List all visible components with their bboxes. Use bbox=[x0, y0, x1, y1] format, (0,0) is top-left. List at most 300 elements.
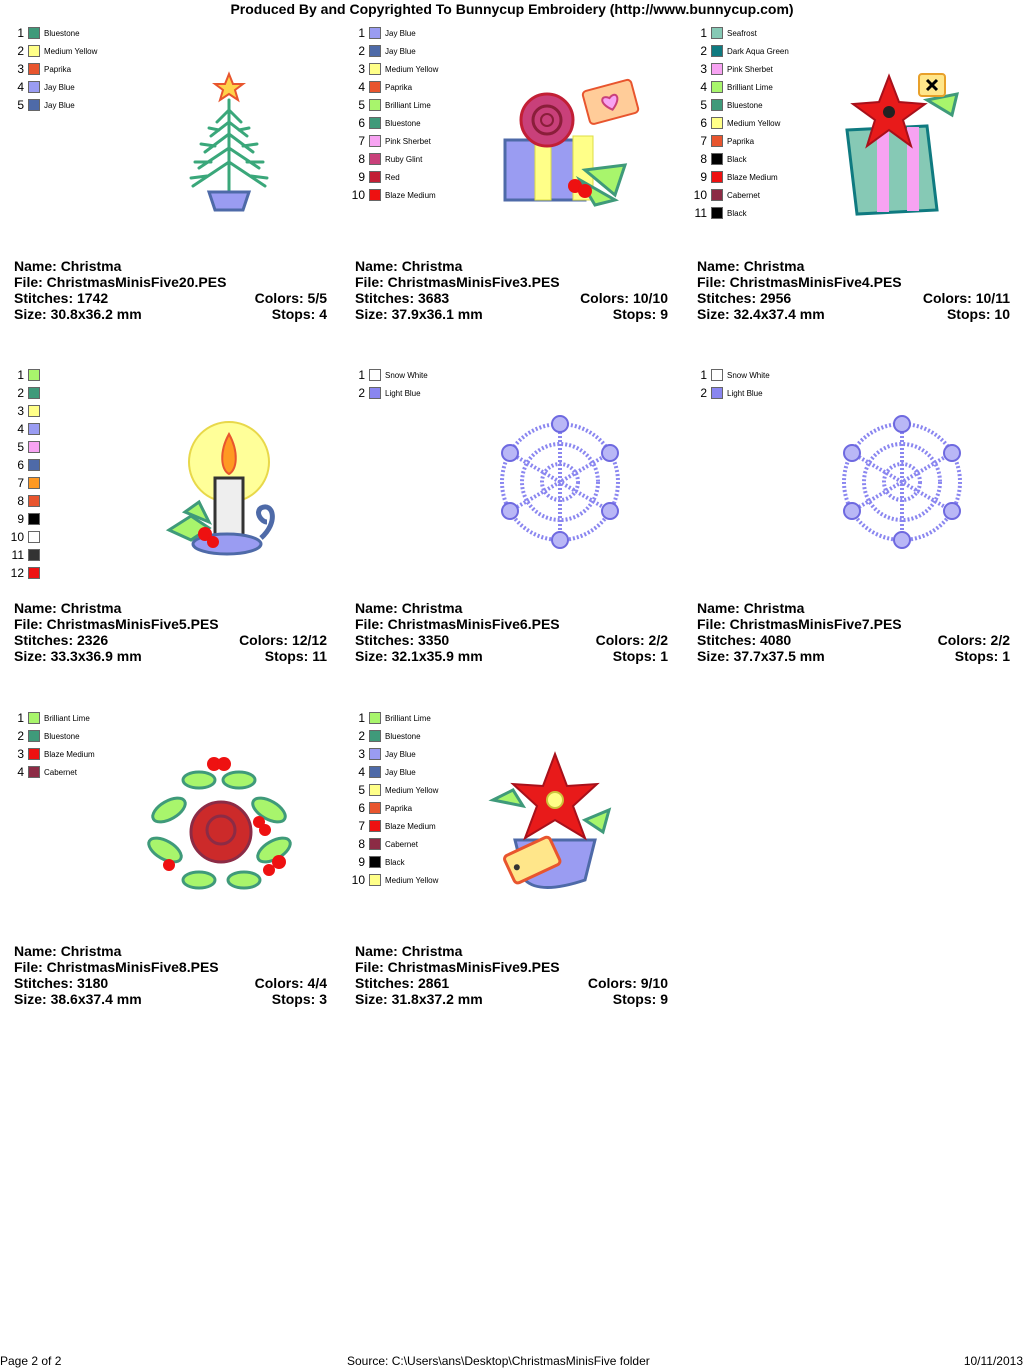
swatch-color-box bbox=[369, 171, 381, 183]
design-file bbox=[355, 616, 560, 632]
swatch-number: 3 bbox=[358, 62, 365, 76]
stitches-label: Stitches: bbox=[697, 632, 761, 648]
file-value: ChristmasMinisFive8.PES bbox=[46, 959, 219, 975]
swatch-color-box bbox=[369, 369, 381, 381]
colors-label: Colors: bbox=[595, 632, 649, 648]
swatch-thread-name: Jay Blue bbox=[385, 47, 416, 56]
swatch-number: 1 bbox=[700, 368, 707, 382]
file-value: ChristmasMinisFive7.PES bbox=[729, 616, 902, 632]
stitches-label: Stitches: bbox=[697, 290, 761, 306]
size-value: 30.8x36.2 mm bbox=[50, 306, 142, 322]
size-value: 37.9x36.1 mm bbox=[391, 306, 483, 322]
swatch-number: 9 bbox=[17, 512, 24, 526]
color-swatch-row bbox=[683, 43, 823, 61]
name-value: Christma bbox=[401, 600, 463, 616]
swatch-color-box bbox=[28, 513, 40, 525]
size-label: Size: bbox=[355, 991, 392, 1007]
size-label: Size: bbox=[355, 306, 392, 322]
file-label: File: bbox=[355, 959, 388, 975]
design-stops bbox=[955, 648, 1010, 664]
design-card bbox=[697, 367, 1017, 697]
swatch-color-box bbox=[28, 459, 40, 471]
color-swatch-row bbox=[0, 764, 140, 782]
swatch-number: 5 bbox=[17, 98, 24, 112]
color-swatch-row bbox=[341, 61, 481, 79]
candle-icon bbox=[149, 412, 289, 567]
color-swatch-row bbox=[341, 854, 481, 872]
gift-rose-icon bbox=[485, 70, 645, 225]
design-size bbox=[14, 991, 142, 1007]
swatch-color-box bbox=[369, 27, 381, 39]
swatch-thread-name: Medium Yellow bbox=[44, 47, 98, 56]
stitches-value: 2861 bbox=[418, 975, 450, 991]
stops-value: 9 bbox=[660, 306, 668, 322]
swatch-thread-name: Snow White bbox=[385, 371, 428, 380]
swatch-number: 5 bbox=[358, 783, 365, 797]
design-colors bbox=[923, 290, 1010, 306]
swatch-thread-name: Blaze Medium bbox=[385, 822, 436, 831]
stitches-value: 4080 bbox=[760, 632, 792, 648]
swatch-thread-name: Brilliant Lime bbox=[385, 714, 431, 723]
name-value: Christma bbox=[401, 943, 463, 959]
swatch-number: 6 bbox=[358, 801, 365, 815]
snowflake-icon bbox=[485, 407, 635, 562]
gift-poinsettia-icon bbox=[827, 70, 967, 225]
swatch-thread-name: Dark Aqua Green bbox=[727, 47, 789, 56]
color-swatch-row bbox=[341, 746, 481, 764]
design-stitches bbox=[355, 632, 449, 648]
color-swatch-row bbox=[341, 97, 481, 115]
swatch-thread-name: Brilliant Lime bbox=[727, 83, 773, 92]
size-label: Size: bbox=[14, 648, 51, 664]
colors-label: Colors: bbox=[239, 632, 292, 648]
swatch-thread-name: Cabernet bbox=[727, 191, 760, 200]
swatch-number: 3 bbox=[17, 404, 24, 418]
file-value: ChristmasMinisFive3.PES bbox=[387, 274, 560, 290]
swatch-thread-name: Black bbox=[727, 209, 747, 218]
size-label: Size: bbox=[14, 991, 51, 1007]
color-swatch-row bbox=[341, 385, 481, 403]
colors-label: Colors: bbox=[254, 290, 308, 306]
swatch-number: 2 bbox=[700, 386, 707, 400]
stops-value: 10 bbox=[994, 306, 1010, 322]
swatch-number: 4 bbox=[358, 765, 365, 779]
design-size bbox=[697, 648, 825, 664]
color-swatch-row bbox=[341, 782, 481, 800]
page-header: Produced By and Copyrighted To Bunnycup Embroidery (http://www.bunnycup.com) bbox=[230, 1, 794, 17]
design-card bbox=[351, 25, 675, 355]
swatch-number: 6 bbox=[700, 116, 707, 130]
swatch-thread-name: Jay Blue bbox=[44, 101, 75, 110]
file-label: File: bbox=[355, 274, 388, 290]
swatch-number: 8 bbox=[17, 494, 24, 508]
design-colors bbox=[580, 290, 668, 306]
swatch-color-box bbox=[711, 27, 723, 39]
swatch-thread-name: Light Blue bbox=[385, 389, 421, 398]
file-label: File: bbox=[697, 274, 730, 290]
swatch-number: 3 bbox=[17, 62, 24, 76]
swatch-number: 1 bbox=[358, 26, 365, 40]
swatch-color-box bbox=[711, 207, 723, 219]
design-info bbox=[697, 258, 1010, 322]
swatch-color-box bbox=[369, 189, 381, 201]
design-stitches bbox=[355, 975, 449, 991]
color-swatch-row bbox=[341, 710, 481, 728]
design-size bbox=[14, 306, 142, 322]
design-card bbox=[355, 367, 675, 697]
file-label: File: bbox=[355, 616, 388, 632]
color-swatch-row bbox=[0, 43, 140, 61]
size-label: Size: bbox=[355, 648, 392, 664]
stops-value: 1 bbox=[660, 648, 668, 664]
swatch-thread-name: Black bbox=[727, 155, 747, 164]
swatch-color-box bbox=[369, 63, 381, 75]
swatch-thread-name: Brilliant Lime bbox=[385, 101, 431, 110]
swatch-number: 8 bbox=[358, 837, 365, 851]
color-swatch-row bbox=[0, 547, 140, 565]
name-label: Name: bbox=[14, 943, 61, 959]
swatch-thread-name: Pink Sherbet bbox=[385, 137, 431, 146]
swatch-number: 5 bbox=[700, 98, 707, 112]
color-swatch-row bbox=[0, 565, 140, 583]
design-colors bbox=[255, 290, 327, 306]
swatch-number: 1 bbox=[17, 368, 24, 382]
swatch-color-box bbox=[369, 802, 381, 814]
swatch-thread-name: Bluestone bbox=[385, 119, 421, 128]
tree-icon bbox=[159, 70, 299, 225]
swatch-number: 5 bbox=[17, 440, 24, 454]
swatch-thread-name: Paprika bbox=[44, 65, 72, 74]
swatch-thread-name: Medium Yellow bbox=[727, 119, 781, 128]
swatch-number: 6 bbox=[358, 116, 365, 130]
swatch-color-box bbox=[369, 117, 381, 129]
size-value: 33.3x36.9 mm bbox=[50, 648, 142, 664]
swatch-number: 2 bbox=[358, 44, 365, 58]
colors-value: 10/10 bbox=[632, 290, 668, 306]
stops-value: 9 bbox=[660, 991, 668, 1007]
size-value: 32.4x37.4 mm bbox=[733, 306, 825, 322]
design-file bbox=[14, 616, 219, 632]
swatch-number: 12 bbox=[10, 566, 24, 580]
stops-label: Stops: bbox=[271, 306, 320, 322]
swatch-color-box bbox=[711, 171, 723, 183]
design-file bbox=[697, 274, 902, 290]
swatch-thread-name: Blaze Medium bbox=[44, 750, 95, 759]
swatch-color-box bbox=[711, 369, 723, 381]
swatch-thread-name: Paprika bbox=[727, 137, 755, 146]
name-value: Christma bbox=[60, 258, 122, 274]
swatch-number: 4 bbox=[17, 422, 24, 436]
swatch-number: 11 bbox=[11, 548, 24, 562]
design-colors bbox=[588, 975, 668, 991]
design-size bbox=[355, 306, 483, 322]
stops-value: 4 bbox=[319, 306, 327, 322]
stops-label: Stops: bbox=[954, 648, 1003, 664]
stitches-value: 1742 bbox=[77, 290, 109, 306]
swatch-thread-name: Brilliant Lime bbox=[44, 714, 90, 723]
swatch-thread-name: Blaze Medium bbox=[385, 191, 436, 200]
stitches-label: Stitches: bbox=[14, 632, 78, 648]
color-swatch-row bbox=[0, 746, 140, 764]
swatch-color-box bbox=[369, 81, 381, 93]
swatch-number: 1 bbox=[358, 368, 365, 382]
name-label: Name: bbox=[14, 258, 61, 274]
swatch-color-box bbox=[28, 63, 40, 75]
swatch-number: 8 bbox=[358, 152, 365, 166]
swatch-color-box bbox=[28, 531, 40, 543]
swatch-color-box bbox=[28, 423, 40, 435]
design-name bbox=[14, 258, 121, 274]
stitches-label: Stitches: bbox=[355, 290, 419, 306]
color-swatch-row bbox=[0, 61, 140, 79]
swatch-thread-name: Bluestone bbox=[44, 29, 80, 38]
swatch-number: 1 bbox=[700, 26, 707, 40]
color-swatch-row bbox=[0, 403, 140, 421]
color-swatch-row bbox=[683, 79, 823, 97]
color-swatch-row bbox=[341, 151, 481, 169]
design-info bbox=[355, 943, 668, 1007]
design-card bbox=[14, 710, 334, 1040]
snowflake-icon bbox=[827, 407, 977, 562]
name-label: Name: bbox=[697, 600, 744, 616]
swatch-number: 2 bbox=[358, 729, 365, 743]
colors-value: 2/2 bbox=[648, 632, 668, 648]
color-swatch-row bbox=[0, 25, 140, 43]
design-card bbox=[10, 367, 334, 697]
design-stitches bbox=[14, 632, 108, 648]
stitches-value: 3350 bbox=[418, 632, 450, 648]
swatch-thread-name: Pink Sherbet bbox=[727, 65, 773, 74]
design-file bbox=[355, 959, 560, 975]
swatch-number: 4 bbox=[700, 80, 707, 94]
swatch-color-box bbox=[28, 549, 40, 561]
design-info bbox=[14, 943, 327, 1007]
design-stops bbox=[613, 306, 668, 322]
swatch-thread-name: Jay Blue bbox=[44, 83, 75, 92]
swatch-number: 9 bbox=[358, 170, 365, 184]
stitches-label: Stitches: bbox=[14, 290, 78, 306]
swatch-color-box bbox=[369, 387, 381, 399]
swatch-thread-name: Bluestone bbox=[727, 101, 763, 110]
swatch-number: 1 bbox=[17, 26, 24, 40]
swatch-color-box bbox=[369, 766, 381, 778]
design-info bbox=[14, 600, 327, 664]
name-label: Name: bbox=[355, 600, 402, 616]
design-file bbox=[14, 274, 226, 290]
name-value: Christma bbox=[743, 258, 805, 274]
source-path: Source: C:\Users\ans\Desktop\ChristmasMinisFive folder bbox=[347, 1354, 650, 1368]
swatch-number: 7 bbox=[358, 819, 365, 833]
color-swatch-row bbox=[683, 385, 823, 403]
file-value: ChristmasMinisFive5.PES bbox=[46, 616, 219, 632]
name-label: Name: bbox=[14, 600, 61, 616]
stops-label: Stops: bbox=[946, 306, 995, 322]
color-swatch-row bbox=[683, 61, 823, 79]
color-swatch-row bbox=[0, 511, 140, 529]
swatch-color-box bbox=[28, 81, 40, 93]
design-colors bbox=[239, 632, 327, 648]
swatch-color-box bbox=[28, 730, 40, 742]
swatch-number: 8 bbox=[700, 152, 707, 166]
swatch-number: 10 bbox=[693, 188, 707, 202]
swatch-number: 6 bbox=[17, 458, 24, 472]
file-value: ChristmasMinisFive6.PES bbox=[387, 616, 560, 632]
stops-value: 1 bbox=[1002, 648, 1010, 664]
design-name bbox=[14, 943, 121, 959]
design-name bbox=[355, 258, 462, 274]
design-stops bbox=[265, 648, 327, 664]
swatch-color-box bbox=[369, 153, 381, 165]
stitches-value: 2326 bbox=[77, 632, 109, 648]
design-size bbox=[355, 648, 483, 664]
design-info bbox=[355, 258, 668, 322]
swatch-color-box bbox=[28, 567, 40, 579]
color-swatch-row bbox=[341, 800, 481, 818]
swatch-number: 4 bbox=[17, 80, 24, 94]
swatch-color-box bbox=[28, 99, 40, 111]
swatch-color-box bbox=[28, 477, 40, 489]
color-swatch-row bbox=[0, 79, 140, 97]
color-swatch-row bbox=[341, 872, 481, 890]
stops-label: Stops: bbox=[612, 991, 661, 1007]
design-info bbox=[355, 600, 668, 664]
swatch-number: 11 bbox=[694, 206, 707, 220]
swatch-color-box bbox=[28, 748, 40, 760]
stitches-label: Stitches: bbox=[355, 632, 419, 648]
swatch-number: 10 bbox=[351, 188, 365, 202]
swatch-number: 9 bbox=[700, 170, 707, 184]
design-colors bbox=[938, 632, 1010, 648]
file-value: ChristmasMinisFive20.PES bbox=[46, 274, 227, 290]
design-name bbox=[355, 943, 462, 959]
name-value: Christma bbox=[743, 600, 805, 616]
stitches-value: 3683 bbox=[418, 290, 450, 306]
swatch-number: 4 bbox=[358, 80, 365, 94]
swatch-number: 3 bbox=[17, 747, 24, 761]
design-stops bbox=[613, 648, 668, 664]
design-size bbox=[14, 648, 142, 664]
print-date: 10/11/2013 bbox=[963, 1354, 1023, 1368]
design-stops bbox=[272, 991, 327, 1007]
swatch-thread-name: Jay Blue bbox=[385, 750, 416, 759]
swatch-color-box bbox=[711, 45, 723, 57]
stitches-value: 2956 bbox=[760, 290, 792, 306]
swatch-number: 7 bbox=[700, 134, 707, 148]
color-swatch-row bbox=[0, 710, 140, 728]
swatch-color-box bbox=[711, 387, 723, 399]
color-swatch-row bbox=[341, 169, 481, 187]
design-file bbox=[355, 274, 560, 290]
design-name bbox=[697, 600, 804, 616]
file-label: File: bbox=[14, 616, 47, 632]
page-number: Page 2 of 2 bbox=[0, 1354, 62, 1368]
name-value: Christma bbox=[401, 258, 463, 274]
swatch-color-box bbox=[28, 387, 40, 399]
swatch-thread-name: Medium Yellow bbox=[385, 786, 439, 795]
swatch-thread-name: Blaze Medium bbox=[727, 173, 778, 182]
file-label: File: bbox=[697, 616, 730, 632]
file-value: ChristmasMinisFive4.PES bbox=[729, 274, 902, 290]
color-swatch-row bbox=[341, 25, 481, 43]
design-stitches bbox=[14, 290, 108, 306]
name-label: Name: bbox=[355, 258, 402, 274]
swatch-number: 3 bbox=[700, 62, 707, 76]
swatch-number: 10 bbox=[351, 873, 365, 887]
design-stitches bbox=[14, 975, 108, 991]
swatch-number: 2 bbox=[17, 386, 24, 400]
colors-label: Colors: bbox=[587, 975, 641, 991]
design-name bbox=[355, 600, 462, 616]
color-swatch-row bbox=[341, 818, 481, 836]
stops-label: Stops: bbox=[271, 991, 320, 1007]
swatch-color-box bbox=[369, 45, 381, 57]
swatch-thread-name: Paprika bbox=[385, 83, 413, 92]
swatch-color-box bbox=[28, 766, 40, 778]
size-value: 38.6x37.4 mm bbox=[50, 991, 142, 1007]
design-info bbox=[697, 600, 1010, 664]
swatch-number: 2 bbox=[17, 44, 24, 58]
design-stitches bbox=[697, 290, 791, 306]
name-label: Name: bbox=[355, 943, 402, 959]
swatch-color-box bbox=[369, 99, 381, 111]
swatch-color-box bbox=[711, 153, 723, 165]
swatch-number: 2 bbox=[17, 729, 24, 743]
file-label: File: bbox=[14, 959, 47, 975]
color-swatch-row bbox=[341, 133, 481, 151]
color-swatch-row bbox=[341, 764, 481, 782]
swatch-thread-name: Medium Yellow bbox=[385, 65, 439, 74]
design-name bbox=[14, 600, 121, 616]
swatch-color-box bbox=[28, 495, 40, 507]
swatch-color-box bbox=[369, 135, 381, 147]
swatch-thread-name: Bluestone bbox=[44, 732, 80, 741]
swatch-color-box bbox=[711, 99, 723, 111]
swatch-number: 2 bbox=[700, 44, 707, 58]
design-colors bbox=[596, 632, 668, 648]
stops-label: Stops: bbox=[264, 648, 313, 664]
color-swatch-row bbox=[683, 169, 823, 187]
color-swatch-row bbox=[0, 385, 140, 403]
colors-value: 2/2 bbox=[990, 632, 1010, 648]
stitches-value: 3180 bbox=[77, 975, 109, 991]
swatch-color-box bbox=[28, 712, 40, 724]
color-swatch-row bbox=[0, 457, 140, 475]
color-swatch-row bbox=[683, 367, 823, 385]
color-swatch-row bbox=[683, 133, 823, 151]
pot-poinsettia-icon bbox=[485, 750, 625, 905]
color-swatch-row bbox=[0, 97, 140, 115]
swatch-thread-name: Seafrost bbox=[727, 29, 757, 38]
stops-label: Stops: bbox=[612, 648, 661, 664]
swatch-thread-name: Medium Yellow bbox=[385, 876, 439, 885]
swatch-color-box bbox=[28, 27, 40, 39]
size-value: 37.7x37.5 mm bbox=[733, 648, 825, 664]
color-swatch-row bbox=[0, 728, 140, 746]
color-swatch-row bbox=[0, 439, 140, 457]
color-swatch-row bbox=[0, 367, 140, 385]
color-swatch-row bbox=[683, 151, 823, 169]
swatch-color-box bbox=[369, 856, 381, 868]
swatch-color-box bbox=[369, 820, 381, 832]
swatch-color-box bbox=[369, 784, 381, 796]
name-value: Christma bbox=[60, 943, 122, 959]
swatch-color-box bbox=[711, 117, 723, 129]
stitches-label: Stitches: bbox=[355, 975, 419, 991]
design-size bbox=[355, 991, 483, 1007]
colors-label: Colors: bbox=[254, 975, 308, 991]
color-swatch-row bbox=[341, 115, 481, 133]
swatch-thread-name: Black bbox=[385, 858, 405, 867]
